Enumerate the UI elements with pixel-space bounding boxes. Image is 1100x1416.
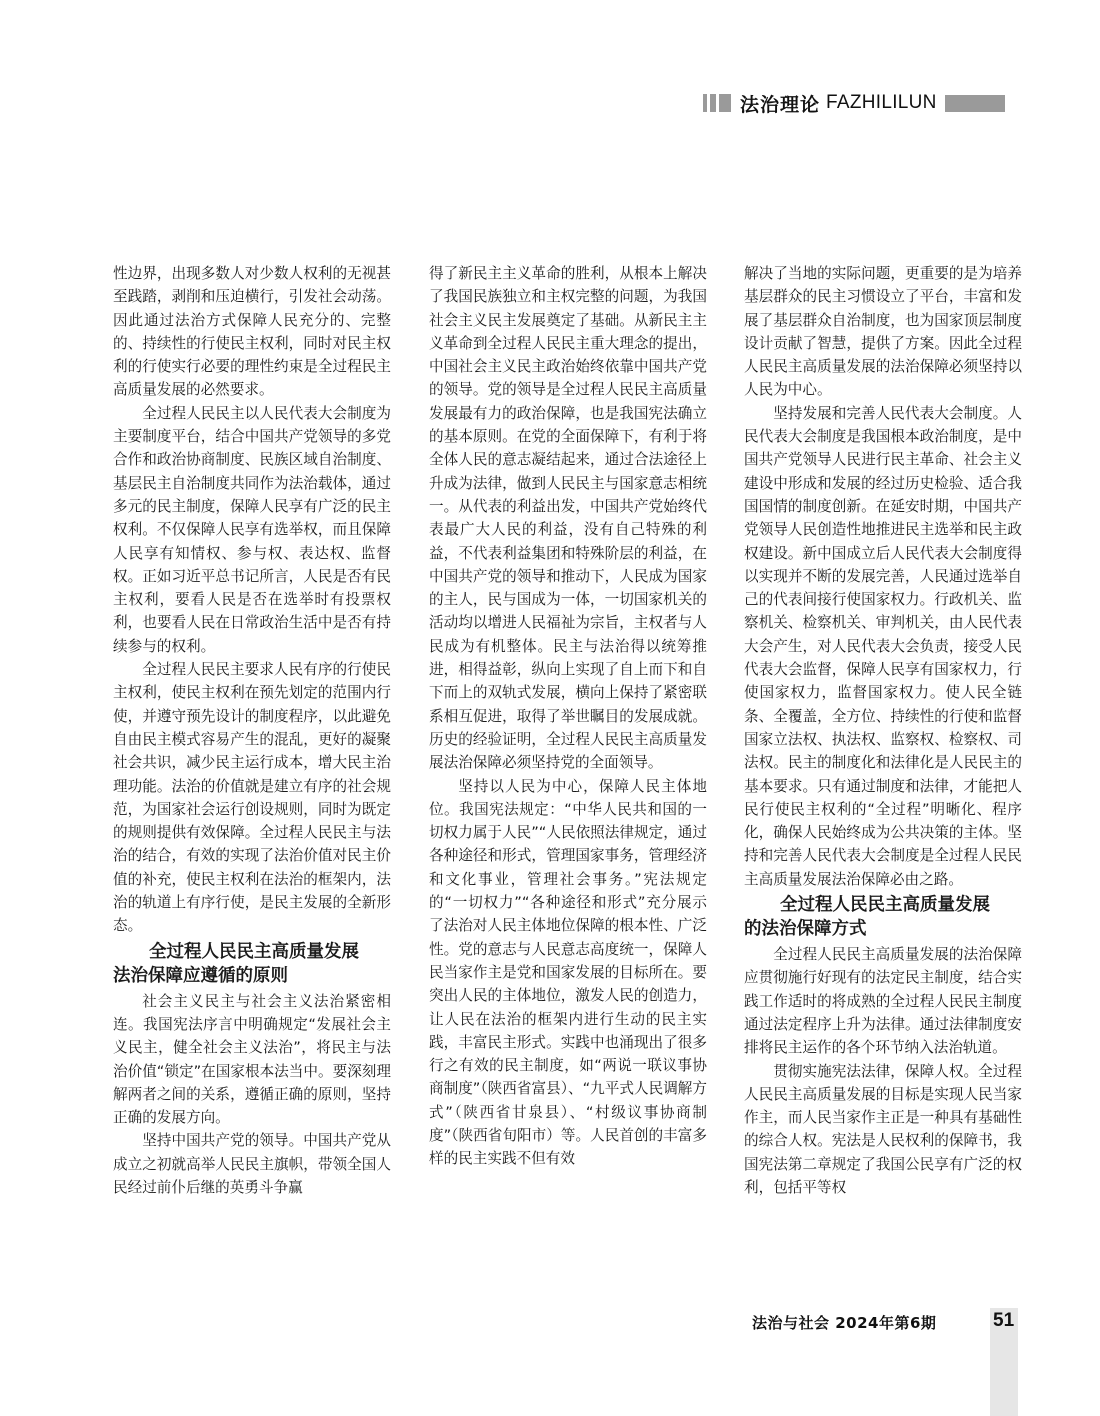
text-column-2: [429, 262, 707, 1171]
section-title: 法治理论: [740, 93, 821, 116]
section-heading-line: 全过程人民民主高质量发展: [149, 941, 359, 962]
header-bar-decoration: [703, 94, 707, 112]
section-heading: [744, 893, 1022, 941]
paragraph: 得了新民主主义革命的胜利，从根本上解决了我国民族独立和主权完整的问题，为我国社会主义民主发展奠定了基础。从新民主主义革命到全过程人民民主重大理念的提出，中国社会主义民主政治始终依靠中国共产党的领导。党的领导是全过程人民民主高质量发展最有力的政治保障，也是我国宪法确立的基本原则。在党的全面保障下，有利于将全体人民的意志凝结起来，通过合法途径上升成为法律，做到人民民主与国家意志相统一。从代表的利益出发，中国共产党始终代表最广大人民的利益，没有自己特殊的利益，不代表利益集团和特殊阶层的利益，在中国共产党的领导和推动下，人民成为国家的主人，民与国成为一体，一切国家机关的活动均以增进人民福祉为宗旨，主权者与人民成为有机整体。民主与法治得以统筹推进，相得益彰，纵向上实现了自上而下和自下而上的双轨式发展，横向上保持了紧密联系相互促进，取得了举世瞩目的发展成就。历史的经验证明，全过程人民民主高质量发展法治保障必须坚持党的全面领导。: [429, 265, 707, 772]
paragraph: 解决了当地的实际问题，更重要的是为培养基层群众的民主习惯设立了平台，丰富和发展了基层群众自治制度，也为国家顶层制度设计贡献了智慧，提供了方案。因此全过程人民民主高质量发展的法治保障必须坚持以人民为中心。: [744, 265, 1022, 399]
paragraph: 全过程人民民主要求人民有序的行使民主权利，使民主权利在预先划定的范围内行使，并遵守预先设计的制度程序，以此避免自由民主模式容易产生的混乱，更好的凝聚社会共识，减少民主运行成本，增大民主治理功能。法治的价值就是建立有序的社会规范，为国家社会运行创设规则，同时为既定的规则提供有效保障。全过程人民民主与法治的结合，有效的实现了法治价值对民主价值的补充，使民主权利在法治的框架内，法治的轨道上有序行使，是民主发展的全新形态。: [113, 661, 391, 935]
paragraph: 全过程人民民主以人民代表大会制度为主要制度平台，结合中国共产党领导的多党合作和政治协商制度、民族区域自治制度、基层民主自治制度共同作为法治载体，通过多元的民主制度，保障人民享有广泛的民主权利。不仅保障人民享有选举权，而且保障人民享有知情权、参与权、表达权、监督权。正如习近平总书记所言，人民是否有民主权利，要看人民是否在选举时有投票权利，也要看人民在日常政治生活中是否有持续参与的权利。: [113, 404, 391, 655]
section-heading-line: 全过程人民民主高质量发展: [780, 895, 990, 916]
section-heading-line: 的法治保障方式: [744, 919, 867, 940]
section-heading-line: 法治保障应遵循的原则: [113, 965, 288, 986]
header-bar-decoration: [710, 94, 716, 112]
page-number: 51: [993, 1310, 1015, 1331]
paragraph: 贯彻实施宪法法律，保障人权。全过程人民民主高质量发展的目标是实现人民当家作主，而人民当家作主正是一种具有基础性的综合人权。宪法是人民权利的保障书，我国宪法第二章规定了我国公民享有广泛的权利，包括平等权: [744, 1062, 1022, 1196]
section-header: [703, 90, 1005, 116]
section-heading: [113, 940, 391, 988]
paragraph: 全过程人民民主高质量发展的法治保障应贯彻施行好现有的法定民主制度，结合实践工作适时的将成熟的全过程人民民主制度通过法定程序上升为法律。通过法律制度安排将民主运作的各个环节纳入法治轨道。: [744, 946, 1022, 1057]
paragraph: 坚持发展和完善人民代表大会制度。人民代表大会制度是我国根本政治制度，是中国共产党领导人民进行民主革命、社会主义建设中形成和发展的经过历史检验、适合我国国情的制度创新。在延安时期，中国共产党领导人民创造性地推进民主选举和民主政权建设。新中国成立后人民代表大会制度得以实现并不断的发展完善，人民通过选举自己的代表间接行使国家权力。行政机关、监察机关、检察机关、审判机关，由人民代表大会产生，对人民代表大会负责，接受人民代表大会监督，保障人民享有国家权力，行使国家权力，监督国家权力。使人民全链条、全覆盖，全方位、持续性的行使和监督国家立法权、执法权、监察权、检察权、司法权。民主的制度化和法律化是人民民主的基本要求。只有通过制度和法律，才能把人民行使民主权利的“全过程”明晰化、程序化，确保人民始终成为公共决策的主体。坚持和完善人民代表大会制度是全过程人民民主高质量发展法治保障必由之路。: [744, 404, 1022, 888]
paragraph: 坚持中国共产党的领导。中国共产党从成立之初就高举人民民主旗帜，带领全国人民经过前仆后继的英勇斗争赢: [113, 1132, 391, 1196]
paragraph: 性边界，出现多数人对少数人权利的无视甚至践踏，剥削和压迫横行，引发社会动荡。因此通过法治方式保障人民充分的、完整的、持续性的行使民主权利，同时对民主权利的行使实行必要的理性约束是全过程民主高质量发展的必然要求。: [113, 265, 391, 399]
section-subtitle: FAZHILILUN: [826, 92, 937, 113]
header-bar-decoration: [719, 94, 731, 112]
header-bar-decoration: [945, 95, 1005, 112]
paragraph: 社会主义民主与社会主义法治紧密相连。我国宪法序言中明确规定“发展社会主义民主，健全社会主义法治”，将民主与法治价值“锁定”在国家根本法当中。要深刻理解两者之间的关系，遵循正确的原则，坚持正确的发展方向。: [113, 992, 391, 1127]
text-column-3: [744, 262, 1022, 1199]
text-column-1: [113, 262, 391, 1199]
journal-footer: 法治与社会 2024年第6期: [752, 1314, 937, 1332]
paragraph: 坚持以人民为中心，保障人民主体地位。我国宪法规定：“中华人民共和国的一切权力属于人民”“人民依照法律规定，通过各种途径和形式，管理国家事务，管理经济和文化事业，管理社会事务。”宪法规定的“一切权力”“各种途径和形式”充分展示了法治对人民主体地位保障的根本性、广泛性。党的意志与人民意志高度统一，保障人民当家作主是党和国家发展的目标所在。要突出人民的主体地位，激发人民的创造力，让人民在法治的框架内进行生动的民主实践，丰富民主形式。实践中也涌现出了很多行之有效的民主制度，如“两说一联议事协商制度”（陕西省富县）、“九平式人民调解方式”（陕西省甘泉县）、“村级议事协商制度”（陕西省旬阳市）等。人民首创的丰富多样的民主实践不但有效: [429, 777, 707, 1168]
